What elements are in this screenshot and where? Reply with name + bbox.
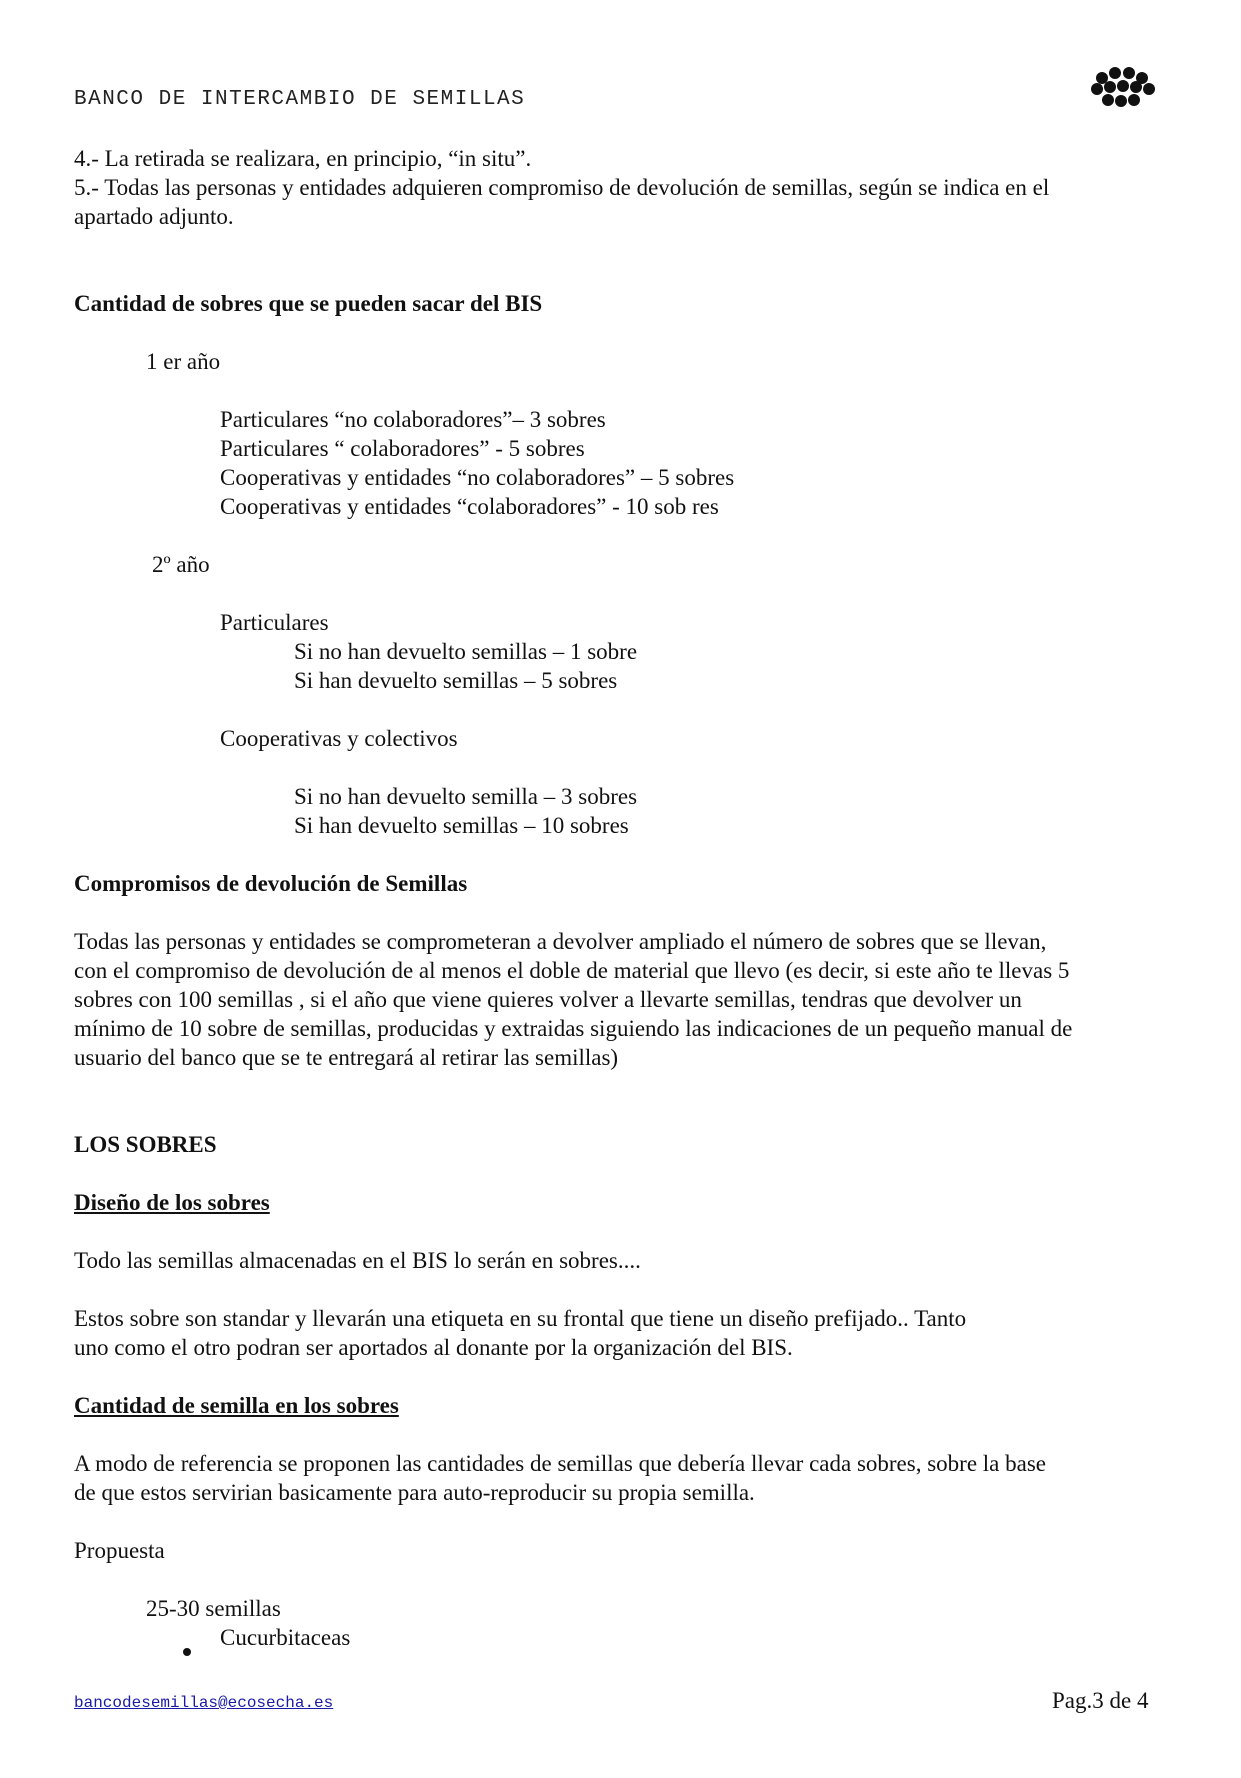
year-1-label: 1 er año [146, 349, 221, 374]
commitment-paragraph-line: con el compromiso de devolución de al menos el doble de material que llevo (es decir, si este año te llevas 5 [74, 958, 1070, 983]
proposal-item: Cucurbitaceas [220, 1625, 351, 1650]
year-2-cooperativas-item: Si han devuelto semillas – 10 sobres [294, 813, 629, 838]
year-1-item: Particulares “no colaboradores”– 3 sobres [220, 407, 606, 432]
envelope-design-text: Todo las semillas almacenadas en el BIS lo serán en sobres.... [74, 1248, 641, 1273]
envelope-design-heading: Diseño de los sobres [74, 1190, 270, 1215]
footer-page-number: Pag.3 de 4 [1052, 1688, 1149, 1713]
year-1-item: Cooperativas y entidades “no colaboradores” – 5 sobres [220, 465, 735, 490]
year-2-cooperativas-item: Si no han devuelto semilla – 3 sobres [294, 784, 638, 809]
intro-item-4: 4.- La retirada se realizara, en principio, “in situ”. [74, 146, 532, 171]
quantity-section-heading: Cantidad de sobres que se pueden sacar del BIS [74, 291, 543, 316]
commitment-paragraph-line: Todas las personas y entidades se comprometeran a devolver ampliado el número de sobres que se llevan, [74, 929, 1047, 954]
proposal-range: 25-30 semillas [146, 1596, 281, 1621]
envelopes-section-heading: LOS SOBRES [74, 1132, 217, 1157]
footer-email-link[interactable]: bancodesemillas@ecosecha.es [74, 1694, 334, 1712]
year-2-label: 2º año [152, 552, 210, 577]
bullet-icon [183, 1648, 191, 1656]
document-header-title: BANCO DE INTERCAMBIO DE SEMILLAS [74, 88, 526, 111]
year-1-item: Cooperativas y entidades “colaboradores” - 10 sob res [220, 494, 719, 519]
envelope-design-text: Estos sobre son standar y llevarán una etiqueta en su frontal que tiene un diseño prefijado.. Tanto [74, 1306, 967, 1331]
commitment-section-heading: Compromisos de devolución de Semillas [74, 871, 468, 896]
seed-amount-text: A modo de referencia se proponen las cantidades de semillas que debería llevar cada sobres, sobre la base [74, 1451, 1046, 1476]
year-2-cooperativas-label: Cooperativas y colectivos [220, 726, 458, 751]
commitment-paragraph-line: usuario del banco que se te entregará al retirar las semillas) [74, 1045, 619, 1070]
year-2-particulares-item: Si han devuelto semillas – 5 sobres [294, 668, 618, 693]
year-2-particulares-label: Particulares [220, 610, 329, 635]
seed-amount-text: de que estos servirian basicamente para auto-reproducir su propia semilla. [74, 1480, 755, 1505]
year-1-item: Particulares “ colaboradores” - 5 sobres [220, 436, 585, 461]
dot-cluster-logo-icon [1090, 65, 1160, 109]
proposal-label: Propuesta [74, 1538, 165, 1563]
commitment-paragraph-line: sobres con 100 semillas , si el año que viene quieres volver a llevarte semillas, tendras que devolver un [74, 987, 1022, 1012]
envelope-design-text: uno como el otro podran ser aportados al donante por la organización del BIS. [74, 1335, 793, 1360]
year-2-particulares-item: Si no han devuelto semillas – 1 sobre [294, 639, 638, 664]
seed-amount-heading: Cantidad de semilla en los sobres [74, 1393, 399, 1418]
intro-item-5-line-1: 5.- Todas las personas y entidades adquieren compromiso de devolución de semillas, según se indica en el [74, 175, 1050, 200]
commitment-paragraph-line: mínimo de 10 sobre de semillas, producidas y extraidas siguiendo las indicaciones de un pequeño manual de [74, 1016, 1073, 1041]
intro-item-5-line-2: apartado adjunto. [74, 204, 234, 229]
